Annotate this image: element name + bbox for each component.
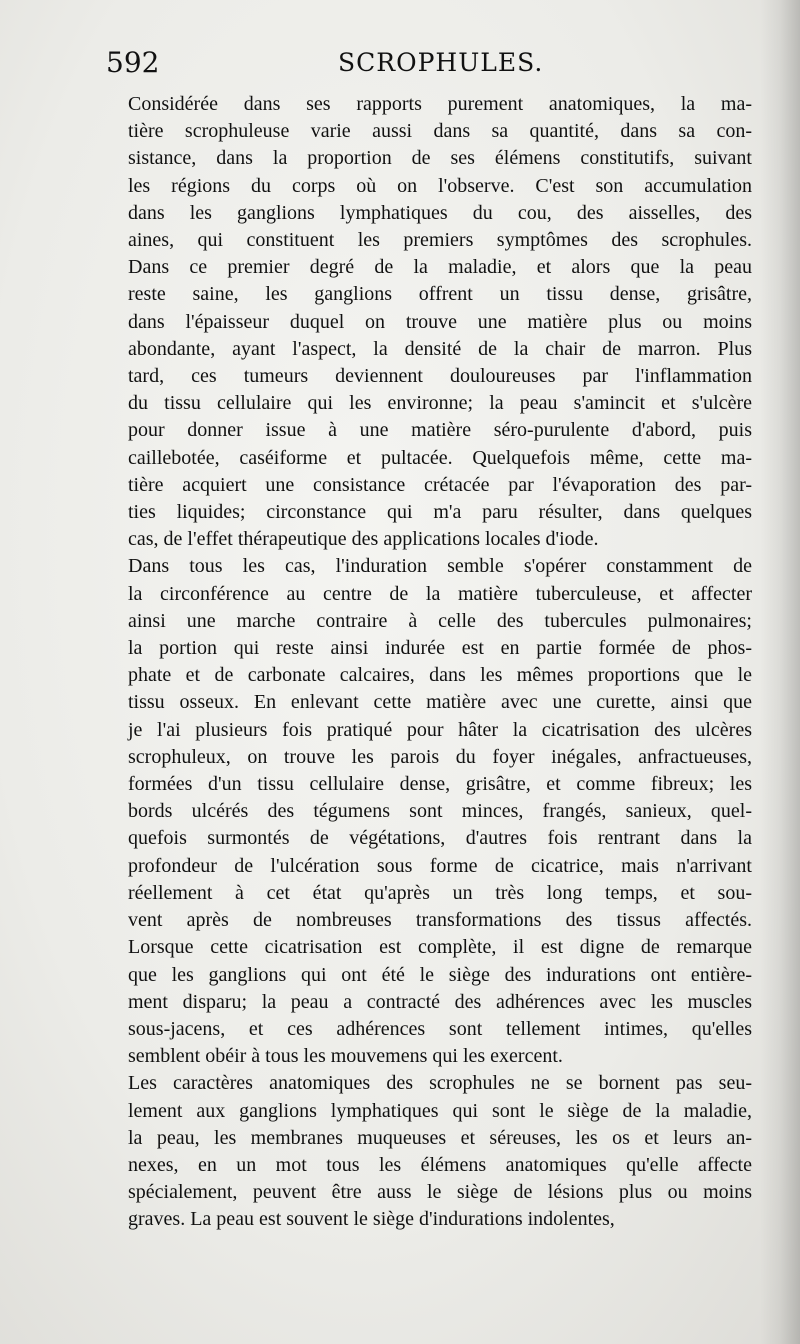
- text-line: je l'ai plusieurs fois pratiqué pour hâter la cicatrisation des ulcères: [128, 718, 752, 741]
- text-line: cas, de l'effet thérapeutique des applications locales d'iode.: [128, 528, 599, 551]
- text-line: du tissu cellulaire qui les environne; la peau s'amincit et s'ulcère: [128, 392, 752, 415]
- text-line: nexes, en un mot tous les élémens anatomiques qu'elle affecte: [128, 1153, 752, 1176]
- paragraph: [106, 1070, 752, 1233]
- page-number: 592: [106, 46, 160, 79]
- text-line: sous-jacens, et ces adhérences sont tellement intimes, qu'elles: [128, 1017, 752, 1040]
- text-line: la circonférence au centre de la matière tuberculeuse, et affecter: [128, 582, 752, 605]
- text-line: Dans tous les cas, l'induration semble s'opérer constamment de: [128, 555, 752, 578]
- text-line: reste saine, les ganglions offrent un tissu dense, grisâtre,: [128, 283, 752, 306]
- text-line: que les ganglions qui ont été le siège des indurations ont entière-: [128, 963, 752, 986]
- text-line: réellement à cet état qu'après un très long temps, et sou-: [128, 881, 752, 904]
- text-line: la peau, les membranes muqueuses et séreuses, les os et leurs an-: [128, 1126, 752, 1149]
- running-title: SCROPHULES.: [338, 48, 544, 77]
- text-line: dans les ganglions lymphatiques du cou, des aisselles, des: [128, 201, 752, 224]
- text-line: semblent obéir à tous les mouvemens qui les exercent.: [128, 1045, 563, 1068]
- text-line: lement aux ganglions lymphatiques qui sont le siège de la maladie,: [128, 1099, 752, 1122]
- text-line: scrophuleux, on trouve les parois du foyer inégales, anfractueuses,: [128, 745, 752, 768]
- text-line: tière acquiert une consistance crétacée par l'évaporation des par-: [128, 473, 752, 496]
- body-text: [106, 91, 752, 1234]
- paragraph: [106, 91, 752, 553]
- text-line: abondante, ayant l'aspect, la densité de la chair de marron. Plus: [128, 337, 752, 360]
- text-line: ment disparu; la peau a contracté des adhérences avec les muscles: [128, 990, 752, 1013]
- text-line: phate et de carbonate calcaires, dans les mêmes proportions que le: [128, 664, 752, 687]
- text-line: pour donner issue à une matière séro-purulente d'abord, puis: [128, 419, 752, 442]
- text-line: profondeur de l'ulcération sous forme de cicatrice, mais n'arrivant: [128, 854, 752, 877]
- text-line: tière scrophuleuse varie aussi dans sa quantité, dans sa con-: [128, 120, 752, 143]
- text-line: Les caractères anatomiques des scrophules ne se bornent pas seu-: [128, 1072, 752, 1095]
- text-line: bords ulcérés des tégumens sont minces, frangés, sanieux, quel-: [128, 800, 752, 823]
- text-line: ainsi une marche contraire à celle des tubercules pulmonaires;: [128, 609, 752, 632]
- paragraph: [106, 553, 752, 1070]
- text-line: spécialement, peuvent être auss le siège de lésions plus ou moins: [128, 1181, 752, 1204]
- text-line: la portion qui reste ainsi indurée est en partie formée de phos-: [128, 637, 752, 660]
- text-line: graves. La peau est souvent le siège d'indurations indolentes,: [128, 1208, 615, 1231]
- text-line: dans l'épaisseur duquel on trouve une matière plus ou moins: [128, 310, 752, 333]
- text-line: Dans ce premier degré de la maladie, et alors que la peau: [128, 256, 752, 279]
- text-line: aines, qui constituent les premiers symptômes des scrophules.: [128, 229, 752, 252]
- page-header: [106, 44, 752, 84]
- text-line: sistance, dans la proportion de ses élémens constitutifs, suivant: [128, 147, 752, 170]
- text-line: tissu osseux. En enlevant cette matière avec une curette, ainsi que: [128, 691, 752, 714]
- text-line: les régions du corps où on l'observe. C'est son accumulation: [128, 174, 752, 197]
- text-line: formées d'un tissu cellulaire dense, grisâtre, et comme fibreux; les: [128, 773, 752, 796]
- page-spine-shadow: [760, 0, 800, 1344]
- text-line: quefois surmontés de végétations, d'autres fois rentrant dans la: [128, 827, 752, 850]
- text-line: caillebotée, caséiforme et pultacée. Quelquefois même, cette ma-: [128, 446, 752, 469]
- text-line: tard, ces tumeurs deviennent douloureuses par l'inflammation: [128, 365, 752, 388]
- text-line: ties liquides; circonstance qui m'a paru résulter, dans quelques: [128, 501, 752, 524]
- text-line: Considérée dans ses rapports purement anatomiques, la ma-: [128, 93, 752, 115]
- text-line: vent après de nombreuses transformations des tissus affectés.: [128, 909, 752, 932]
- text-line: Lorsque cette cicatrisation est complète, il est digne de remarque: [128, 936, 752, 959]
